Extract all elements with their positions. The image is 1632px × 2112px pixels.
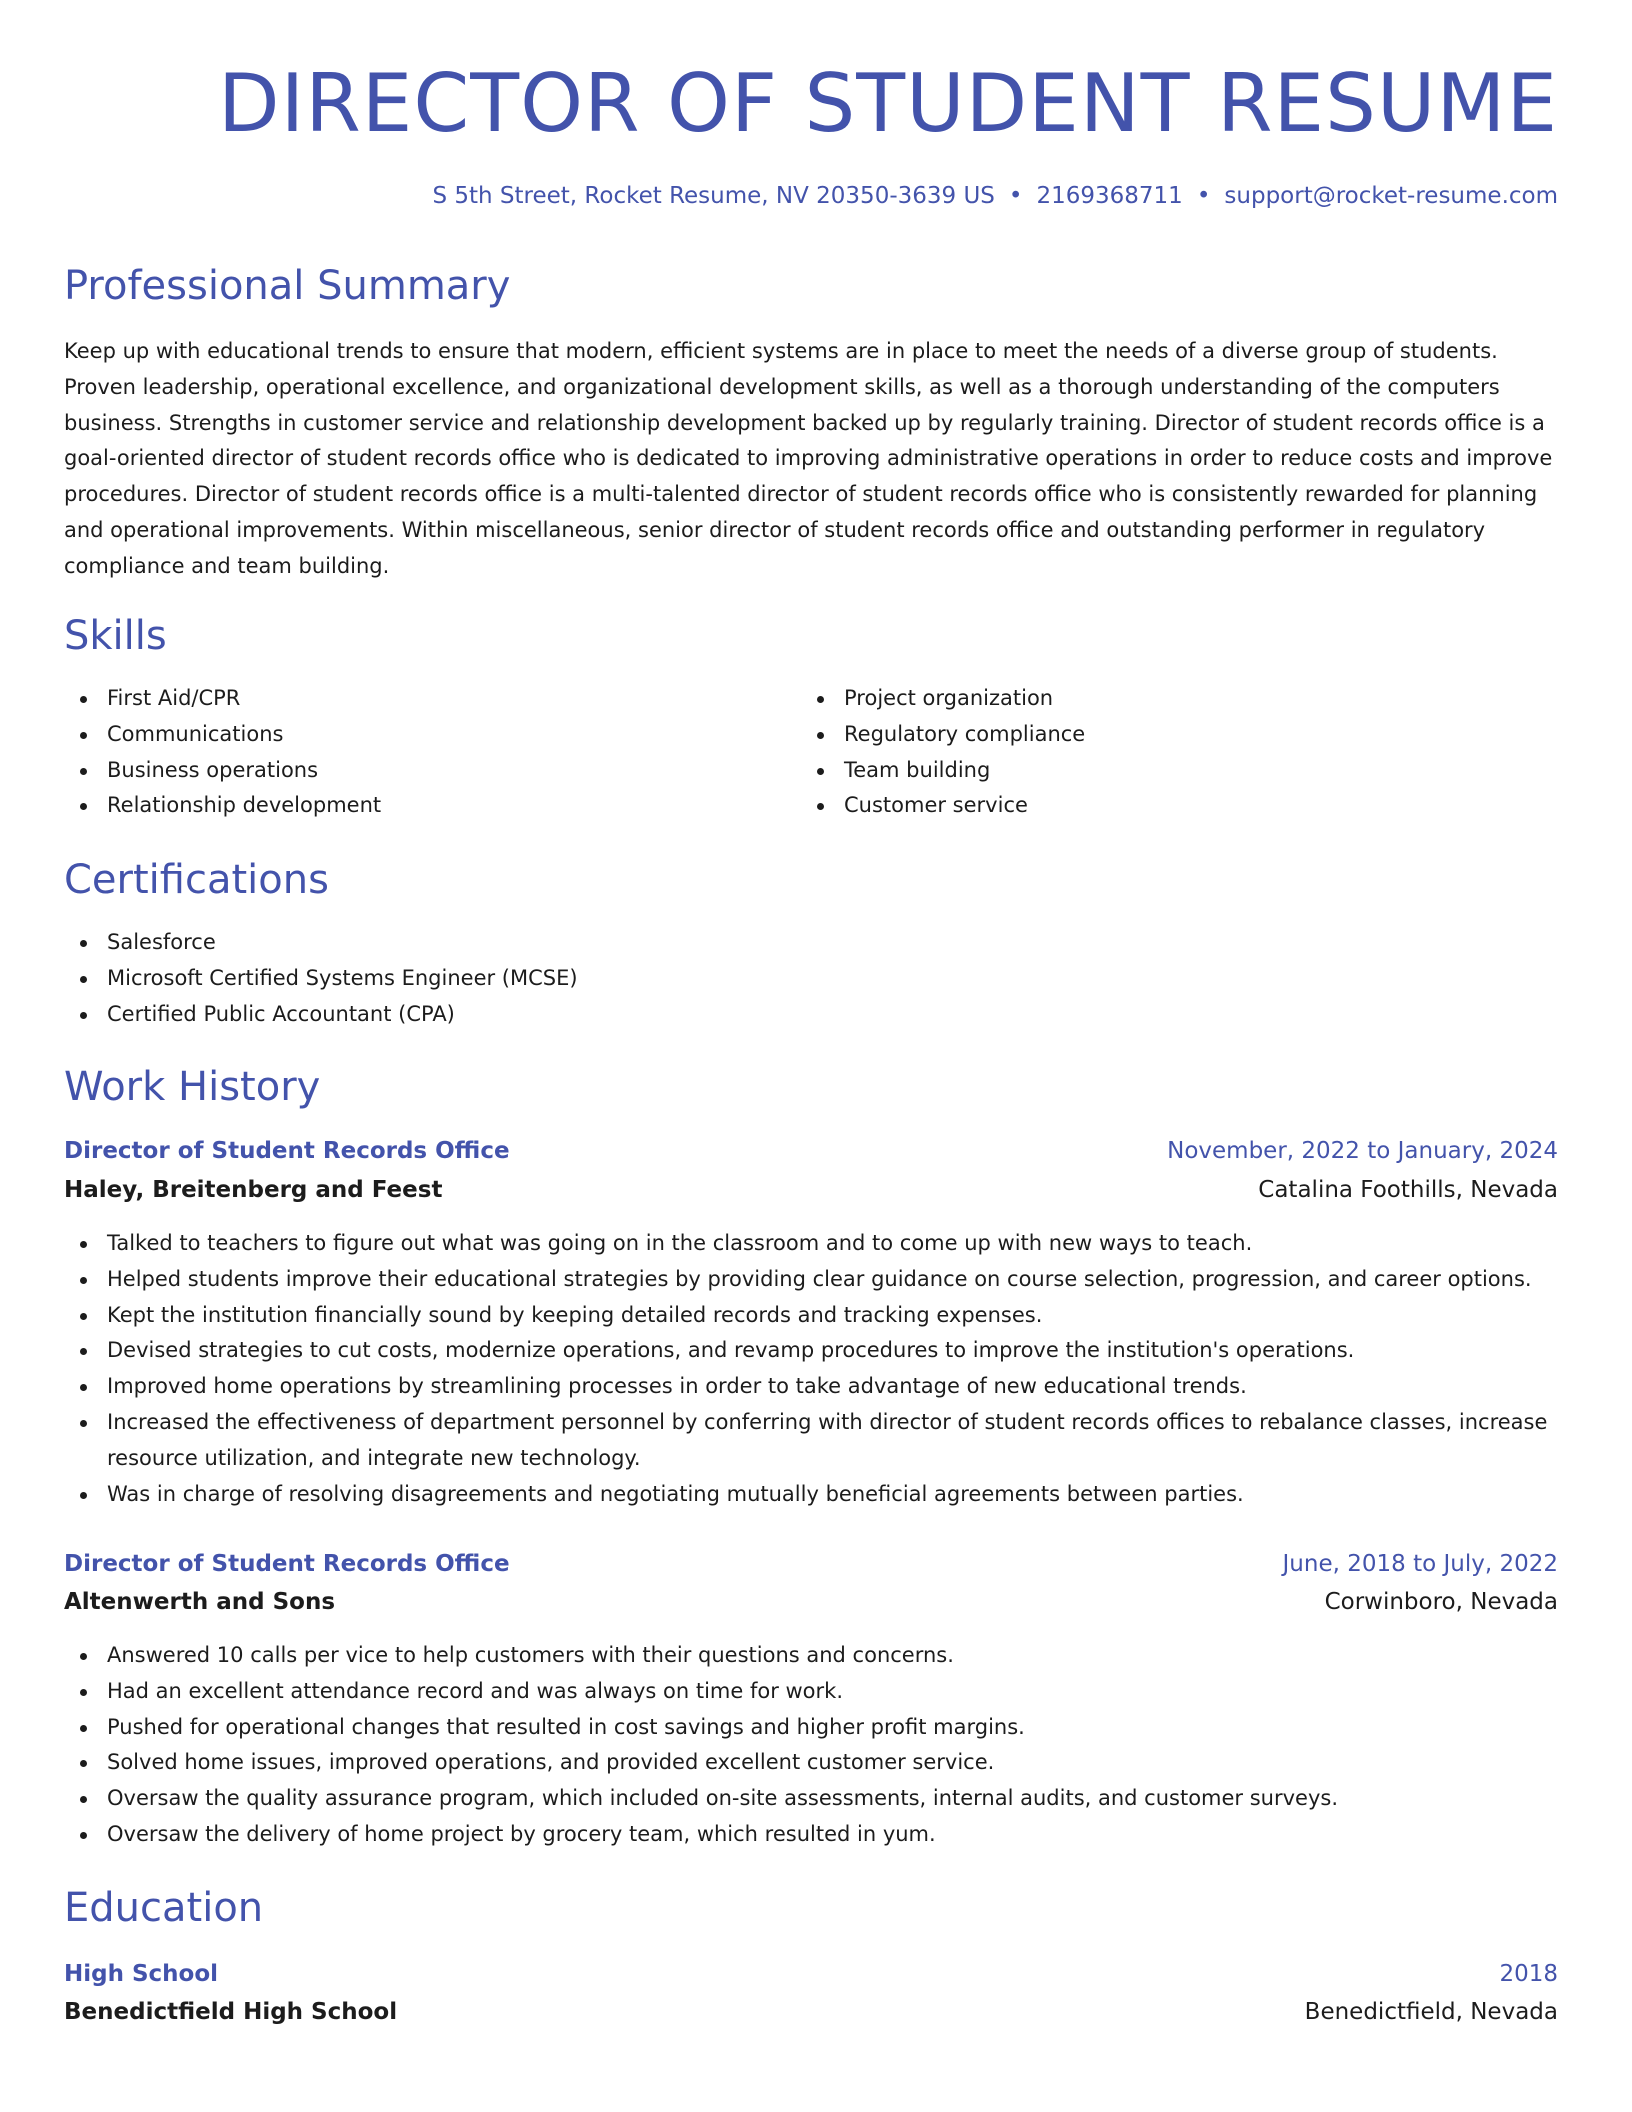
education-year: 2018 xyxy=(1499,1961,1558,1987)
skills-list-right xyxy=(801,681,1541,824)
job-company: Haley, Breitenberg and Feest xyxy=(64,1177,443,1203)
skills-heading: Skills xyxy=(64,613,167,659)
job-company-row xyxy=(64,1171,1558,1209)
job-bullet: Helped students improve their educational strategies by providing clear guidance on course selection, progression, and career options. xyxy=(64,1262,1558,1298)
education-location: Benedictfield, Nevada xyxy=(1304,1999,1558,2025)
contact-email[interactable]: support@rocket-resume.com xyxy=(1224,183,1558,209)
job-bullet: Solved home issues, improved operations, and provided excellent customer service. xyxy=(64,1745,1558,1781)
education-degree-row xyxy=(64,1955,1558,1993)
education-heading: Education xyxy=(64,1885,264,1931)
job-dates: June, 2018 to July, 2022 xyxy=(1282,1551,1558,1577)
job-bullet: Kept the institution financially sound by keeping detailed records and tracking expenses. xyxy=(64,1298,1558,1334)
education-school: Benedictfield High School xyxy=(64,1999,398,2025)
job-role: Director of Student Records Office xyxy=(64,1551,510,1577)
contact-line xyxy=(432,180,1558,212)
certification-item: Salesforce xyxy=(64,925,1558,961)
job-bullet: Oversaw the quality assurance program, which included on-site assessments, internal audits, and customer surveys. xyxy=(64,1781,1558,1817)
job-title-row xyxy=(64,1132,1558,1170)
job-dates: November, 2022 to January, 2024 xyxy=(1167,1138,1558,1164)
job-title-row xyxy=(64,1545,1558,1583)
job-bullet: Increased the effectiveness of department personnel by conferring with director of student records offices to rebalance classes, increase resource utilization, and integrate new technology. xyxy=(64,1405,1558,1477)
skill-item: Team building xyxy=(801,753,1541,789)
job-bullet: Was in charge of resolving disagreements and negotiating mutually beneficial agreements between parties. xyxy=(64,1477,1558,1513)
job-bullet: Pushed for operational changes that resulted in cost savings and higher profit margins. xyxy=(64,1710,1558,1746)
contact-separator: • xyxy=(1196,183,1211,209)
work-history-heading: Work History xyxy=(64,1064,321,1110)
certifications-list xyxy=(64,925,1558,1032)
job-bullets xyxy=(64,1638,1558,1853)
job-bullet: Answered 10 calls per vice to help customers with their questions and concerns. xyxy=(64,1638,1558,1674)
job-bullet: Improved home operations by streamlining processes in order to take advantage of new educational trends. xyxy=(64,1369,1558,1405)
skill-item: Customer service xyxy=(801,788,1541,824)
contact-separator: • xyxy=(1008,183,1023,209)
summary-heading: Professional Summary xyxy=(64,263,511,309)
skill-item: Project organization xyxy=(801,681,1541,717)
job-bullets xyxy=(64,1226,1558,1512)
job-location: Catalina Foothills, Nevada xyxy=(1258,1177,1558,1203)
contact-phone[interactable]: 2169368711 xyxy=(1036,183,1183,209)
certification-item: Microsoft Certified Systems Engineer (MCSE) xyxy=(64,961,1558,997)
resume-name: DIRECTOR OF STUDENT RESUME xyxy=(218,57,1558,150)
job-bullet: Devised strategies to cut costs, modernize operations, and revamp procedures to improve the institution's operations. xyxy=(64,1333,1558,1369)
job-bullet: Talked to teachers to figure out what was going on in the classroom and to come up with new ways to teach. xyxy=(64,1226,1558,1262)
skill-item: Relationship development xyxy=(64,788,784,824)
job-company: Altenwerth and Sons xyxy=(64,1589,336,1615)
skill-item: Regulatory compliance xyxy=(801,717,1541,753)
job-company-row xyxy=(64,1583,1558,1621)
job-bullet: Oversaw the delivery of home project by grocery team, which resulted in yum. xyxy=(64,1817,1558,1853)
skill-item: First Aid/CPR xyxy=(64,681,784,717)
certification-item: Certified Public Accountant (CPA) xyxy=(64,997,1558,1033)
job-role: Director of Student Records Office xyxy=(64,1138,510,1164)
certifications-heading: Certifications xyxy=(64,857,329,903)
skill-item: Business operations xyxy=(64,753,784,789)
skill-item: Communications xyxy=(64,717,784,753)
summary-text: Keep up with educational trends to ensure that modern, efficient systems are in place to meet the needs of a diverse group of students. Proven leadership, operational excellence, and organizational development skills, as well as a thorough understanding of the computers business. Strengths in customer service and relationship development backed up by regularly training. Director of student records office is a goal-oriented director of student records office who is dedicated to improving administrative operations in order to reduce costs and improve procedures. Director of student records office is a multi-talented director of student records office who is consistently rewarded for planning and operational improvements. Within miscellaneous, senior director of student records office and outstanding performer in regulatory compliance and team building. xyxy=(64,339,1553,578)
contact-address: S 5th Street, Rocket Resume, NV 20350-3639 US xyxy=(432,183,995,209)
education-degree: High School xyxy=(64,1961,219,1987)
job-location: Corwinboro, Nevada xyxy=(1324,1589,1558,1615)
job-bullet: Had an excellent attendance record and was always on time for work. xyxy=(64,1674,1558,1710)
education-school-row xyxy=(64,1993,1558,2031)
skills-list-left xyxy=(64,681,784,824)
